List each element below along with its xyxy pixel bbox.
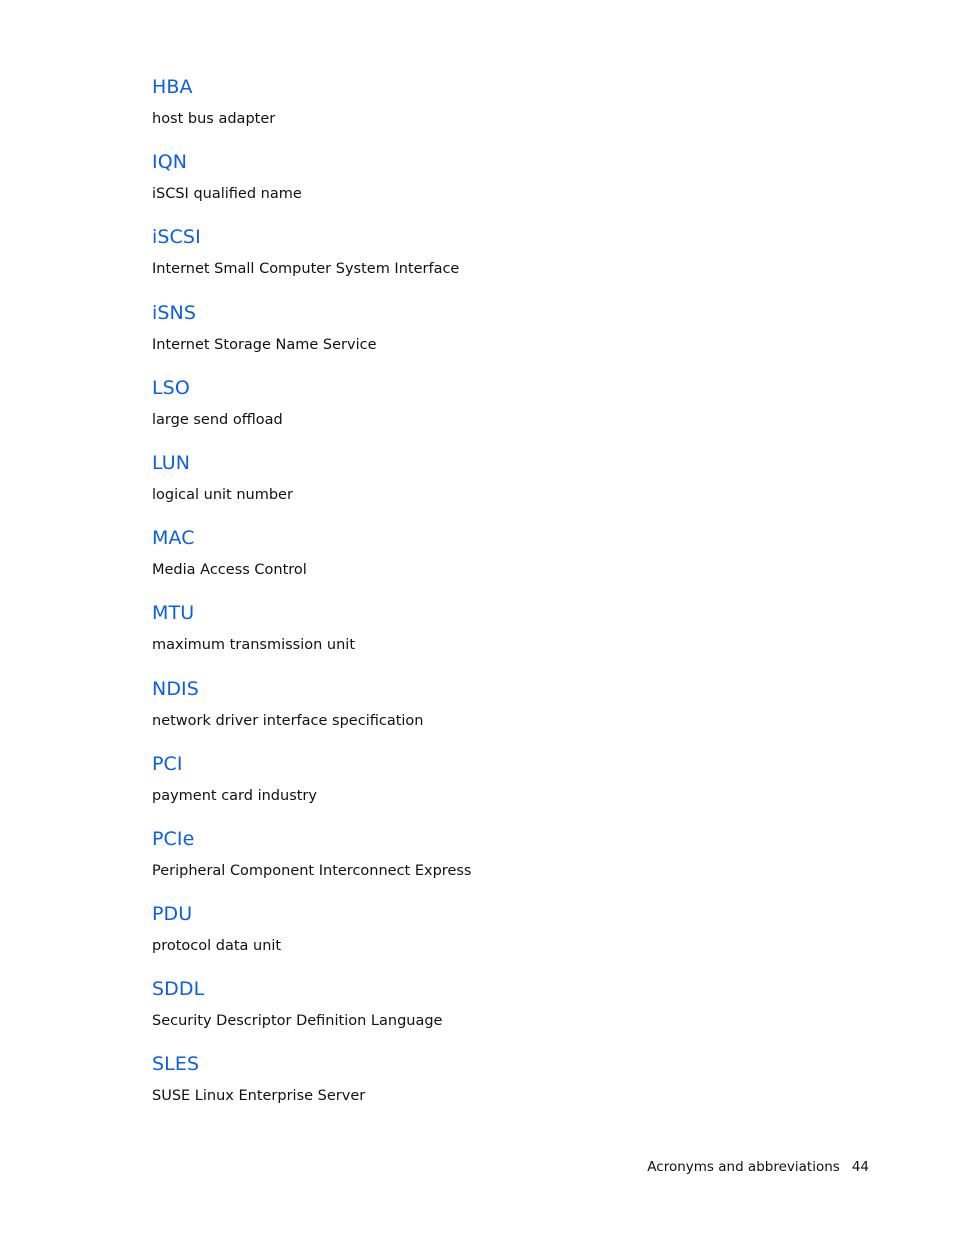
glossary-entry <box>152 149 852 224</box>
glossary-definition: logical unit number <box>152 486 293 503</box>
glossary-definition: iSCSI qualified name <box>152 186 302 203</box>
glossary-term: MTU <box>152 602 195 625</box>
glossary-definition: Internet Storage Name Service <box>152 336 377 353</box>
glossary-term: MAC <box>152 527 195 550</box>
glossary-term: LUN <box>152 451 191 474</box>
glossary-entry <box>152 74 852 149</box>
footer-section-title: Acronyms and abbreviations <box>647 1159 840 1175</box>
glossary-definition: network driver interface specification <box>152 712 424 729</box>
glossary-term: SLES <box>152 1053 200 1076</box>
glossary-term: NDIS <box>152 677 199 700</box>
glossary-entry <box>152 1051 852 1126</box>
glossary-definition: payment card industry <box>152 787 317 804</box>
glossary-definition: protocol data unit <box>152 938 282 955</box>
glossary-entry <box>152 976 852 1051</box>
glossary-definition: SUSE Linux Enterprise Server <box>152 1088 366 1105</box>
glossary-definition: Peripheral Component Interconnect Express <box>152 862 472 879</box>
page-number: 44 <box>851 1159 869 1175</box>
glossary-term: IQN <box>152 151 188 174</box>
glossary-term: PCI <box>152 752 183 775</box>
page-footer <box>647 1158 869 1176</box>
glossary-term: SDDL <box>152 978 205 1001</box>
glossary-term: iSNS <box>152 301 197 324</box>
glossary-entry <box>152 901 852 976</box>
glossary-entry <box>152 224 852 299</box>
glossary-entry <box>152 676 852 751</box>
glossary-list <box>152 74 852 1127</box>
glossary-definition: host bus adapter <box>152 111 276 127</box>
glossary-term: PDU <box>152 903 193 926</box>
glossary-definition: maximum transmission unit <box>152 637 355 654</box>
glossary-definition: large send offload <box>152 411 283 428</box>
glossary-entry <box>152 300 852 375</box>
glossary-definition: Media Access Control <box>152 562 307 579</box>
glossary-entry <box>152 375 852 450</box>
glossary-entry <box>152 600 852 675</box>
glossary-entry <box>152 525 852 600</box>
glossary-term: HBA <box>152 76 193 98</box>
glossary-entry <box>152 826 852 901</box>
glossary-definition: Internet Small Computer System Interface <box>152 261 460 278</box>
glossary-entry <box>152 450 852 525</box>
glossary-term: PCIe <box>152 827 195 850</box>
glossary-term: LSO <box>152 376 190 399</box>
glossary-entry <box>152 751 852 826</box>
glossary-definition: Security Descriptor Definition Language <box>152 1013 443 1030</box>
glossary-term: iSCSI <box>152 226 201 249</box>
